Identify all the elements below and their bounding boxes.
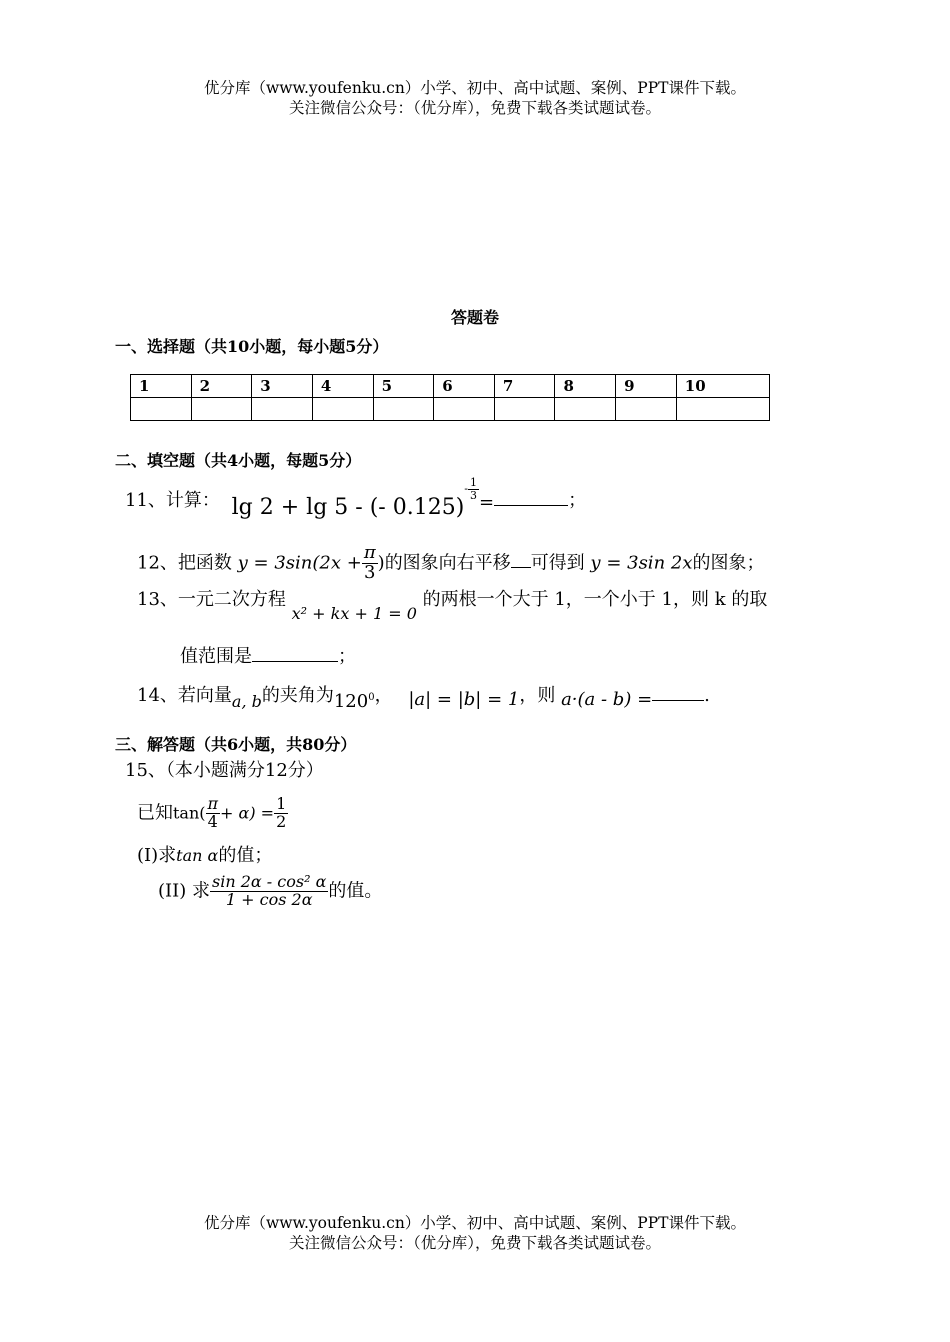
q12-expr-c: y = 3sin 2x [590, 552, 693, 574]
q14-t1: 的夹角为 [261, 685, 334, 706]
q15-one-half [274, 796, 288, 831]
q12-mid2: 可得到 [530, 552, 585, 574]
answer-col-2: 2 [191, 375, 252, 398]
section-2-heading: 二、填空题（共4小题，每题5分） [115, 451, 362, 470]
answer-col-10: 10 [676, 375, 769, 398]
answer-table [130, 374, 770, 421]
answer-cell-8[interactable] [555, 398, 616, 421]
answer-col-4: 4 [312, 375, 373, 398]
q13-expression: x² + kx + 1 = 0 [291, 604, 417, 623]
q11-expression [231, 475, 479, 520]
q15-part1-label: (I)求 [137, 845, 177, 866]
answer-cell-1[interactable] [131, 398, 192, 421]
q15-known-label: 已知 [137, 802, 173, 824]
q12-pi: π [363, 542, 376, 563]
answer-cell-7[interactable] [494, 398, 555, 421]
answer-col-7: 7 [494, 375, 555, 398]
q15-two: 2 [276, 811, 287, 831]
answer-cell-3[interactable] [252, 398, 313, 421]
q14-expression: |a| = |b| = 1 [408, 689, 520, 710]
answer-cell-5[interactable] [373, 398, 434, 421]
question-14 [137, 680, 710, 712]
q11-exponent [464, 477, 479, 501]
question-13-line-2 [180, 645, 356, 669]
q11-label: 11、计算： [125, 490, 220, 511]
answer-cell-6[interactable] [434, 398, 495, 421]
q15-part2-denominator: 1 + cos 2α [225, 889, 313, 909]
question-15-part-2 [158, 874, 382, 909]
answer-cell-4[interactable] [312, 398, 373, 421]
page-header [0, 78, 950, 118]
question-15-given [137, 796, 288, 831]
answer-col-5: 5 [373, 375, 434, 398]
q13-answer-blank[interactable] [252, 661, 338, 662]
q13-end: ； [338, 646, 356, 667]
question-15-part-1 [137, 844, 272, 868]
q11-end: ； [568, 490, 587, 511]
q14-angle [334, 691, 375, 712]
answer-col-9: 9 [616, 375, 677, 398]
question-13 [137, 588, 768, 623]
q11-expr-text: lg 2 + lg 5 - (- 0.125) [231, 495, 465, 520]
q14-vars: a, b [231, 692, 262, 711]
answer-cell-9[interactable] [616, 398, 677, 421]
q12-three: 3 [364, 561, 376, 583]
answer-col-3: 3 [252, 375, 313, 398]
q11-exp-sign: - [464, 482, 468, 495]
q11-equals: = [479, 492, 495, 513]
q14-angle-value: 120 [333, 691, 369, 712]
q15-part1-expr: tan α [176, 846, 219, 865]
section-3-heading: 三、解答题（共6小题，共80分） [115, 735, 357, 754]
header-line-2: 关注微信公众号：（优分库），免费下载各类试题试卷。 [288, 99, 661, 117]
q12-pi-over-3 [362, 544, 378, 583]
footer-line-1: 优分库（www.youfenku.cn）小学、初中、高中试题、案例、PPT课件下载。 [203, 1214, 747, 1232]
q15-expr-b: + α) = [220, 803, 275, 823]
answer-col-8: 8 [555, 375, 616, 398]
q12-expr-a: y = 3sin(2x + [237, 552, 362, 574]
q14-expression-2: a·(a - b) = [561, 689, 653, 710]
q11-answer-blank[interactable] [494, 505, 568, 506]
q12-end: 的图象； [692, 552, 765, 574]
footer-line-2: 关注微信公众号：（优分库），免费下载各类试题试卷。 [288, 1234, 661, 1252]
answer-col-1: 1 [131, 375, 192, 398]
section-1-heading: 一、选择题（共10小题，每小题5分） [115, 337, 389, 356]
q15-part2-label: (II) 求 [158, 880, 210, 902]
answer-table-input-row [131, 398, 770, 421]
q14-t3: ，则 [519, 685, 556, 706]
q11-exp-num: 1 [470, 475, 477, 489]
question-12 [137, 544, 764, 583]
question-15-label: 15、（本小题满分12分） [125, 760, 324, 781]
page-footer [0, 1213, 950, 1253]
q11-exp-den: 3 [470, 488, 477, 502]
page-title: 答题卷 [450, 308, 499, 327]
q12-mid: 的图象向右平移 [384, 552, 511, 574]
q15-four: 4 [207, 811, 218, 831]
q15-expr-a: tan( [173, 803, 206, 823]
q14-label: 14、若向量 [137, 685, 232, 706]
answer-table-header-row [131, 375, 770, 398]
q12-answer-blank[interactable] [511, 567, 531, 568]
q12-expr-b: ) [377, 552, 385, 574]
q13-text-1: 的两根一个大于 1，一个小于 1，则 k 的取 [422, 589, 768, 610]
question-11 [125, 475, 587, 520]
answer-col-6: 6 [434, 375, 495, 398]
q12-label: 12、把函数 [137, 552, 232, 574]
q15-part1-tail: 的值； [218, 845, 273, 866]
q14-t2: ， [374, 685, 393, 706]
q15-part2-numerator: sin 2α - cos² α [212, 872, 327, 891]
q15-part2-fraction [210, 874, 328, 909]
answer-cell-10[interactable] [676, 398, 769, 421]
q14-end: . [704, 685, 710, 706]
header-line-1: 优分库（www.youfenku.cn）小学、初中、高中试题、案例、PPT课件下载。 [203, 79, 747, 97]
q13-label: 13、一元二次方程 [137, 589, 286, 610]
q15-one: 1 [276, 794, 287, 813]
q13-text-2: 值范围是 [180, 646, 252, 667]
q15-part2-tail: 的值。 [328, 880, 383, 902]
answer-cell-2[interactable] [191, 398, 252, 421]
q15-pi-over-4 [206, 796, 221, 831]
q14-answer-blank[interactable] [652, 700, 704, 701]
q15-pi: π [207, 794, 219, 813]
q14-degree: 0 [368, 692, 375, 703]
